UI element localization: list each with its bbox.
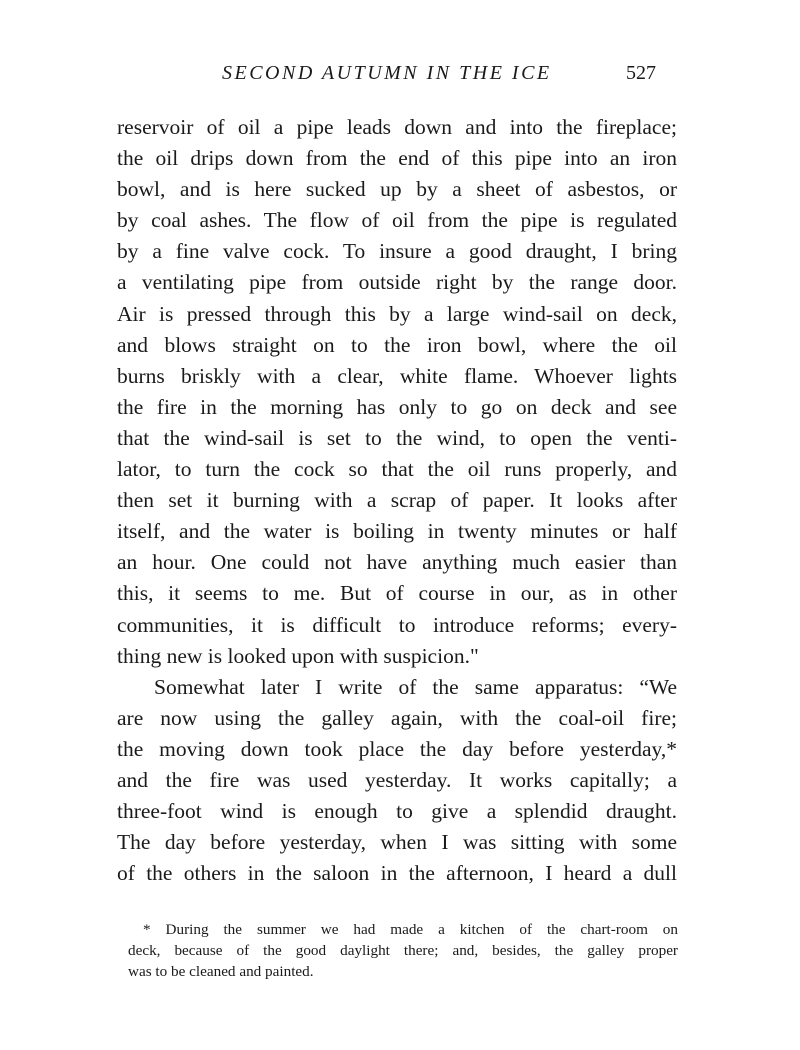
text-line: the fire in the morning has only to go on deck and see [117, 394, 677, 419]
text-line: then set it burning with a scrap of paper. It looks after [117, 488, 677, 513]
text-line: communities, it is difficult to introduce reforms; every- [117, 612, 677, 637]
text-line: by coal ashes. The flow of oil from the pipe is regulated [117, 208, 677, 233]
text-line: Air is pressed through this by a large wind-sail on deck, [117, 301, 677, 326]
footnote [128, 919, 678, 982]
text-line: of the others in the saloon in the afternoon, I heard a dull [117, 861, 677, 886]
text-line: are now using the galley again, with the coal-oil fire; [117, 705, 677, 730]
text-line: bowl, and is here sucked up by a sheet of asbestos, or [117, 177, 677, 202]
text-line: by a fine valve cock. To insure a good draught, I bring [117, 239, 677, 264]
text-line: the oil drips down from the end of this pipe into an iron [117, 146, 677, 171]
footnote-line: * During the summer we had made a kitchen of the chart-room on [143, 921, 678, 938]
footnote-line: deck, because of the good daylight there; and, besides, the galley proper [128, 942, 678, 959]
text-line: an hour. One could not have anything much easier than [117, 550, 677, 575]
text-line: a ventilating pipe from outside right by the range door. [117, 270, 677, 295]
text-line: The day before yesterday, when I was sitting with some [117, 830, 677, 855]
text-line: three-foot wind is enough to give a splendid draught. [117, 799, 677, 824]
text-line: the moving down took place the day before yesterday,* [117, 736, 677, 761]
text-line: reservoir of oil a pipe leads down and into the fireplace; [117, 115, 677, 139]
text-line: itself, and the water is boiling in twenty minutes or half [117, 519, 677, 544]
text-line: this, it seems to me. But of course in our, as in other [117, 581, 677, 606]
running-head [0, 62, 800, 92]
text-line: and the fire was used yesterday. It works capitally; a [117, 767, 677, 792]
text-line: and blows straight on to the iron bowl, where the oil [117, 332, 677, 357]
body-text [117, 112, 677, 889]
paragraph-start-line: Somewhat later I write of the same apparatus: “We [154, 674, 677, 699]
text-line: burns briskly with a clear, white flame. Whoever lights [117, 363, 677, 388]
paragraph-end-line: thing new is looked upon with suspicion." [117, 643, 479, 668]
running-title: SECOND AUTUMN IN THE ICE [222, 62, 552, 84]
footnote-line: was to be cleaned and painted. [128, 963, 314, 980]
page-number: 527 [626, 62, 656, 84]
text-line: that the wind-sail is set to the wind, to open the venti- [117, 425, 677, 450]
text-line: lator, to turn the cock so that the oil runs properly, and [117, 457, 677, 482]
